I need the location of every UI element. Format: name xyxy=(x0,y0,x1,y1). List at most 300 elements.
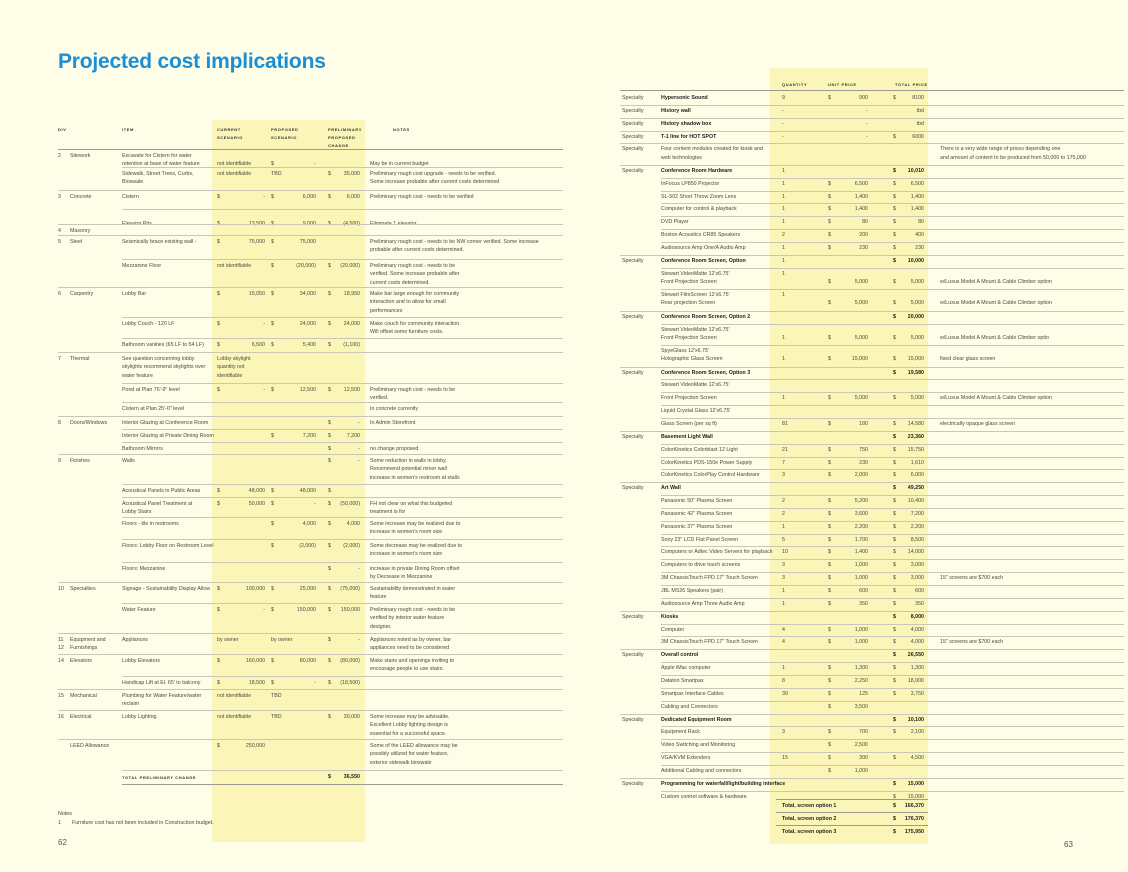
grand-total-value: 176,370 xyxy=(904,815,924,822)
cell-unit-sym: $ xyxy=(828,639,831,646)
row-divider xyxy=(661,739,1124,740)
cell-total-sym: $ xyxy=(893,446,896,453)
cell-total: 5,000 xyxy=(910,278,924,285)
cell-unit-sym: $ xyxy=(828,498,831,505)
cell-notes: Some decrease may be realized due to increase in women's room size xyxy=(370,543,463,558)
cell-total-sym: $ xyxy=(893,133,896,140)
cell-prelim: - xyxy=(358,420,360,426)
cell-div-no: 16 xyxy=(58,714,64,720)
cell-item: Conference Room Screen, Option xyxy=(661,257,746,264)
cell-item: Programming for waterfall/light/building interface xyxy=(661,780,786,787)
cell-total: 6000 xyxy=(912,133,924,140)
row-divider xyxy=(661,203,1124,204)
cell-prelim-sym: $ xyxy=(328,458,331,464)
total-value: 36,550 xyxy=(343,774,360,780)
cell-qty: 2 xyxy=(782,498,785,505)
cell-prelim: 18,950 xyxy=(343,291,360,297)
cell-proposed: 150,000 xyxy=(296,607,316,613)
cell-cat: Specialty xyxy=(622,716,644,723)
row-divider xyxy=(661,726,1124,727)
cell-proposed-sym: $ xyxy=(271,387,274,393)
cell-prelim-sym: $ xyxy=(328,714,331,720)
cell-item: Front Projection Screen xyxy=(661,395,717,402)
cell-unit: 350 xyxy=(859,600,868,607)
cell-total-sym: $ xyxy=(893,433,896,440)
cell-div: Concrete xyxy=(70,194,92,200)
row-divider xyxy=(661,216,1124,217)
cell-prelim: 7,200 xyxy=(346,433,360,439)
cell-notes: Preliminary rough cost - needs to be NW corner verified. Some increase probable after current costs determined. xyxy=(370,239,539,254)
cell-total: 14,580 xyxy=(907,420,924,427)
cell-total-sym: $ xyxy=(893,600,896,607)
cell-unit: 1,000 xyxy=(854,767,868,774)
cell-prelim-sym: $ xyxy=(328,420,331,426)
row-divider xyxy=(122,209,563,210)
cell-current-sym: $ xyxy=(217,586,220,592)
cell-total: 19,580 xyxy=(907,369,924,376)
cell-prelim-sym: $ xyxy=(328,171,331,177)
row-divider xyxy=(122,429,563,430)
cell-qty: 1 xyxy=(782,270,785,277)
cell-div: Doors/Windows xyxy=(70,420,108,426)
row-divider xyxy=(58,287,563,288)
row-divider xyxy=(661,191,1124,192)
cell-unit: 5,000 xyxy=(854,300,868,307)
cell-item: Acoustical Panels in Public Areas xyxy=(122,488,201,494)
total-rule xyxy=(776,799,928,800)
cell-div: Electrical xyxy=(70,714,92,720)
row-divider xyxy=(620,255,1124,256)
grand-total-value: 175,950 xyxy=(904,828,924,835)
cell-cat: Specialty xyxy=(622,613,644,620)
cell-unit: 15,000 xyxy=(851,356,868,363)
cell-notes: 15" screens are $700 each xyxy=(940,575,1004,582)
row-divider xyxy=(122,442,563,443)
cell-prelim: (1,100) xyxy=(343,342,360,348)
cell-proposed-sym: $ xyxy=(271,501,274,507)
row-divider xyxy=(661,508,1124,509)
cell-total: 6,000 xyxy=(910,472,924,479)
cell-total: 8,500 xyxy=(910,536,924,543)
cell-unit-sym: $ xyxy=(828,278,831,285)
cell-cat: Specialty xyxy=(622,120,644,127)
total-rule xyxy=(122,784,563,785)
cell-div-no: 5 xyxy=(58,239,61,245)
cell-cat: Specialty xyxy=(622,95,644,101)
cell-total: 400 xyxy=(915,232,924,239)
row-divider xyxy=(661,534,1124,535)
cell-notes: electrically opaque glass screen xyxy=(940,420,1016,427)
cell-current: - xyxy=(263,321,265,327)
cell-item: DVD Player xyxy=(661,219,689,226)
cell-unit: - xyxy=(866,107,868,114)
cell-prelim-sym: $ xyxy=(328,586,331,592)
cell-unit-sym: $ xyxy=(828,703,831,710)
cell-div: Elevators xyxy=(70,658,93,664)
row-divider xyxy=(58,416,563,417)
cell-unit: 1,000 xyxy=(854,639,868,646)
cell-notes: Preliminary rough cost - needs to be verified by interior water feature designer. xyxy=(370,607,456,630)
total-rule xyxy=(776,812,928,813)
cell-unit: 1,400 xyxy=(854,193,868,200)
cell-unit-sym: $ xyxy=(828,245,831,251)
cell-qty: 1 xyxy=(782,206,785,213)
cell-total: 15,000 xyxy=(907,780,924,787)
cell-notes: Make couch for community interaction. Will offset some furniture costs. xyxy=(370,321,461,336)
cell-item: History shadow box xyxy=(661,120,712,127)
cell-unit-sym: $ xyxy=(828,755,831,762)
cell-prelim-sym: $ xyxy=(328,501,331,507)
cell-proposed: 7,200 xyxy=(302,433,316,439)
cell-item: 3M ChassisTouch FPD 17" Touch Screen xyxy=(661,575,758,582)
cell-item: See question concerning lobby skylights recommend skylights over water feature xyxy=(122,356,206,379)
header-total-price: TOTAL PRICE xyxy=(895,82,928,87)
cell-unit: 3,600 xyxy=(854,510,868,517)
cell-prelim: (20,000) xyxy=(340,263,360,269)
cell-current: 48,000 xyxy=(248,488,265,494)
cell-proposed-sym: $ xyxy=(271,586,274,592)
cell-div: Specialties xyxy=(70,586,96,592)
cell-cat: Specialty xyxy=(622,652,644,659)
cell-total: 1,300 xyxy=(910,665,924,672)
cell-notes: There is a very wide range of prices depending one and amount of content to be produced from 50,000 to 175,000 xyxy=(940,146,1086,161)
cell-item: Cistern xyxy=(122,194,139,200)
cell-total: 49,250 xyxy=(907,485,924,492)
cell-proposed: 25,000 xyxy=(299,586,316,592)
cell-proposed-sym: $ xyxy=(271,521,274,527)
footnote-number: 1 xyxy=(58,820,61,826)
cell-item: Interior Glazing at Conference Room xyxy=(122,420,209,426)
cell-unit-sym: $ xyxy=(828,193,831,200)
total-sym: $ xyxy=(328,774,331,780)
cell-item: Boston Acoustics CR85 Speakers xyxy=(661,232,741,239)
row-divider xyxy=(620,311,1124,312)
row-divider xyxy=(620,118,1124,119)
cell-total: 6,500 xyxy=(910,180,924,187)
cell-qty: 1 xyxy=(782,523,785,530)
row-divider xyxy=(58,224,563,225)
cell-unit-sym: $ xyxy=(828,536,831,543)
cell-item: Interior Glazing at Private Dining Room xyxy=(122,433,214,439)
cell-item: Computers or Adtec Video Servers for playback xyxy=(661,549,773,556)
cell-notes: w/Luxus Model A Mount & Cable Climber optio xyxy=(940,334,1049,341)
cell-item: Art Wall xyxy=(661,485,681,492)
cell-total-sym: $ xyxy=(893,562,896,569)
cell-prelim-sym: $ xyxy=(328,221,331,228)
cell-total-sym: $ xyxy=(893,219,896,226)
cell-unit-sym: $ xyxy=(828,588,831,594)
cell-prelim: (75,000) xyxy=(340,586,360,592)
row-divider xyxy=(58,739,563,740)
total-label: TOTAL PRELIMINARY CHANGE xyxy=(122,775,197,780)
cell-notes: In concrete currently xyxy=(370,406,418,412)
row-divider xyxy=(661,469,1124,470)
cell-unit: 3,500 xyxy=(854,703,868,710)
cell-item: Smartpax Interface Cables xyxy=(661,690,724,697)
row-divider xyxy=(620,165,1124,166)
cell-unit: 1,000 xyxy=(854,562,868,569)
cell-prelim-sym: $ xyxy=(328,291,331,297)
cell-total: 2,100 xyxy=(910,729,924,736)
cell-item: Custom control software & hardware xyxy=(661,793,747,800)
header-quantity: QUANTITY xyxy=(782,82,808,87)
cell-total: 1,610 xyxy=(910,459,924,466)
cell-unit-sym: $ xyxy=(828,677,831,684)
cell-qty: 30 xyxy=(782,690,788,697)
cell-qty: 2 xyxy=(782,510,785,517)
row-divider xyxy=(661,765,1124,766)
cell-item: Computers to drive touch screens xyxy=(661,562,741,569)
cell-qty: - xyxy=(782,107,784,114)
cell-cat: Specialty xyxy=(622,433,644,440)
cell-unit-sym: $ xyxy=(828,300,831,307)
cell-total-sym: $ xyxy=(893,498,896,505)
row-divider xyxy=(661,229,1124,230)
cell-div-no: 6 xyxy=(58,291,61,297)
row-divider xyxy=(620,431,1124,432)
cell-total: 18,000 xyxy=(907,677,924,684)
cell-prelim: - xyxy=(358,566,360,572)
cell-unit-sym: $ xyxy=(828,356,831,363)
row-divider xyxy=(661,495,1124,496)
cell-prelim: 150,000 xyxy=(340,607,360,613)
header-notes: NOTES xyxy=(393,127,410,132)
cell-item: Floors: Mezzanine xyxy=(122,566,166,572)
row-divider xyxy=(661,598,1124,599)
cell-item: Conference Room Hardware xyxy=(661,167,733,174)
cell-unit: 1,000 xyxy=(854,575,868,582)
cell-prelim-sym: $ xyxy=(328,263,331,269)
cell-cat: Specialty xyxy=(622,369,644,376)
cell-qty: 1 xyxy=(782,257,785,264)
cell-total: 14,000 xyxy=(907,549,924,556)
cell-qty: 2 xyxy=(782,232,785,239)
cell-div-no: 2 xyxy=(58,153,61,159)
cell-current: 75,000 xyxy=(248,239,265,245)
row-divider xyxy=(620,714,1124,715)
cell-total: 1,400 xyxy=(910,193,924,200)
cell-proposed: 12,500 xyxy=(299,387,316,393)
cell-unit-sym: $ xyxy=(828,562,831,569)
cell-current-sym: $ xyxy=(217,607,220,613)
header-unit-price: UNIT PRICE xyxy=(828,82,857,87)
cell-total-sym: $ xyxy=(893,459,896,466)
cell-unit: 1,400 xyxy=(854,206,868,213)
cell-div-no: 15 xyxy=(58,693,64,699)
cell-qty: - xyxy=(782,133,784,140)
cell-current: 18,500 xyxy=(248,680,265,686)
cell-item: ColorKinetics PDS-150e Power Supply xyxy=(661,459,753,466)
header-current xyxy=(217,126,243,142)
cell-total: 5,000 xyxy=(910,334,924,341)
row-divider xyxy=(661,624,1124,625)
cell-item: Lobby Elevators xyxy=(122,658,160,664)
cell-total: 1,400 xyxy=(910,206,924,213)
cell-item: Panasonic 50" Plasma Screen xyxy=(661,498,733,505)
cell-prelim-sym: $ xyxy=(328,680,331,686)
cell-total-sym: $ xyxy=(893,729,896,736)
row-divider xyxy=(661,268,1124,269)
cell-notes: Preliminary rough cost - needs to be verified xyxy=(370,194,474,200)
cell-notes: Eliminate 1 elevator xyxy=(370,221,417,228)
row-divider xyxy=(122,497,563,498)
cell-item: Lobby Lighting xyxy=(122,714,157,720)
cell-item: Floors - tile in restrooms xyxy=(122,521,179,527)
cell-cat: Specialty xyxy=(622,107,644,114)
cell-item: Computer for control & playback xyxy=(661,206,737,213)
cell-total-sym: $ xyxy=(893,510,896,517)
cell-proposed-sym: TBD xyxy=(271,693,282,699)
cell-total: 7,200 xyxy=(910,510,924,517)
cell-unit: 2,000 xyxy=(854,472,868,479)
row-divider xyxy=(661,324,1124,325)
row-divider xyxy=(58,454,563,455)
cell-qty: 4 xyxy=(782,626,785,633)
total-rule xyxy=(776,825,928,826)
cell-unit-sym: $ xyxy=(828,446,831,453)
cell-total-sym: $ xyxy=(893,613,896,620)
cell-total-sym: $ xyxy=(893,549,896,556)
row-divider xyxy=(58,710,563,711)
cell-total-sym: $ xyxy=(893,716,896,723)
cell-item: ColorKinetics Colorblast 12 Light xyxy=(661,446,738,453)
cell-proposed-sym: $ xyxy=(271,658,274,664)
cell-item: Handicap Lift at El. 65' to balcony xyxy=(122,680,201,686)
cell-unit: 230 xyxy=(859,459,868,466)
cell-unit: 600 xyxy=(859,588,868,594)
cell-total-sym: $ xyxy=(893,485,896,492)
cell-proposed: 6,000 xyxy=(302,194,316,200)
cell-unit: 1,400 xyxy=(854,549,868,556)
cell-notes: Make stairs and openings inviting to encourage people to use stairs. xyxy=(370,658,455,673)
cell-cat: Specialty xyxy=(622,313,644,320)
cell-unit: 5,000 xyxy=(854,278,868,285)
cell-unit: 5,000 xyxy=(854,334,868,341)
cell-item: Glass Screen (per sq ft) xyxy=(661,420,717,427)
cell-unit-sym: $ xyxy=(828,729,831,736)
cell-cat: Specialty xyxy=(622,146,644,153)
cell-prelim: 12,500 xyxy=(343,387,360,393)
cell-total: 23,360 xyxy=(907,433,924,440)
cell-proposed: 80,000 xyxy=(299,658,316,664)
cell-total: 5,000 xyxy=(910,395,924,402)
cell-item: Bathroom Mirrors xyxy=(122,446,163,452)
row-divider xyxy=(122,770,563,771)
cell-proposed: (2,000) xyxy=(299,543,316,549)
cell-total: 10,000 xyxy=(907,257,924,264)
cell-prelim: 30,000 xyxy=(343,714,360,720)
cell-item: T-1 line for HOT SPOT xyxy=(661,133,717,140)
grand-total-label: Total, screen option 3 xyxy=(782,828,837,835)
cell-total: tbd xyxy=(916,107,924,114)
cell-current: 250,000 xyxy=(245,743,265,749)
row-divider xyxy=(661,418,1124,419)
row-divider xyxy=(122,167,563,168)
row-divider xyxy=(661,688,1124,689)
row-divider xyxy=(122,539,563,540)
row-divider xyxy=(661,585,1124,586)
cell-total-sym: $ xyxy=(893,639,896,646)
cell-item: Mezzanine Floor xyxy=(122,263,162,269)
cell-current-sym: $ xyxy=(217,488,220,494)
cell-item: Water Feature xyxy=(122,607,156,613)
page-number-right: 63 xyxy=(1064,840,1073,849)
cell-div-no: 4 xyxy=(58,228,61,234)
cell-proposed-sym: $ xyxy=(271,291,274,297)
cell-total-sym: $ xyxy=(893,652,896,659)
cell-item: Apple iMac computer xyxy=(661,665,711,672)
cell-item: Hypersonic Sound xyxy=(661,95,708,101)
cell-unit-sym: $ xyxy=(828,600,831,607)
cell-prelim: (50,000) xyxy=(340,501,360,507)
row-divider xyxy=(122,562,563,563)
cell-current-sym: $ xyxy=(217,321,220,327)
cell-notes: Sustainability demonstrated in water feature xyxy=(370,586,456,601)
cell-item: VGA/KVM Extenders xyxy=(661,755,711,762)
cell-prelim: 4,000 xyxy=(346,521,360,527)
cell-unit-sym: $ xyxy=(828,665,831,672)
cell-proposed-sym: $ xyxy=(271,607,274,613)
cell-prelim-sym: $ xyxy=(328,658,331,664)
cell-proposed-sym: TBD xyxy=(271,714,282,720)
cell-div: Masonry xyxy=(70,228,91,234)
cell-notes: Some increase may be realized due to increase in women's room size xyxy=(370,521,461,536)
row-divider xyxy=(122,676,563,677)
cell-prelim: 35,000 xyxy=(343,171,360,177)
cell-current-sym: $ xyxy=(217,342,220,348)
cell-item: Stewart VideoMatte 12'x6.75' xyxy=(661,382,730,389)
cell-unit: 6,500 xyxy=(854,180,868,187)
cell-total-sym: $ xyxy=(893,626,896,633)
cell-prelim: (4,500) xyxy=(343,221,360,228)
header-current-line: SCENARIO xyxy=(217,135,243,140)
cell-prelim-sym: $ xyxy=(328,637,331,643)
cell-item: Seismically brace existing wall - xyxy=(122,239,197,245)
row-divider xyxy=(58,582,563,583)
cell-total: 2,200 xyxy=(910,523,924,530)
row-divider xyxy=(122,484,563,485)
row-divider xyxy=(58,654,563,655)
cell-item: Stewart VideoMatte 12'x6.75' Front Projection Screen xyxy=(661,326,730,341)
cell-proposed-sym: $ xyxy=(271,263,274,269)
row-divider xyxy=(661,662,1124,663)
cell-div: Thermal xyxy=(70,356,90,362)
row-divider xyxy=(661,444,1124,445)
grand-total-label: Total, screen option 1 xyxy=(782,803,837,809)
row-divider xyxy=(661,457,1124,458)
cell-item: Sidewalk, Street Trees, Curbs, Bioswale xyxy=(122,171,194,186)
cell-total: 15,750 xyxy=(907,446,924,453)
cell-item: Dataton Smartpax xyxy=(661,677,704,684)
cell-prelim-sym: $ xyxy=(328,566,331,572)
cell-item: Audiosource Amp Three Audio Amp xyxy=(661,600,745,607)
row-divider xyxy=(58,689,563,690)
cell-proposed-sym: $ xyxy=(271,488,274,494)
cell-item: Acoustical Panel Treatment at Lobby Stairs xyxy=(122,501,193,516)
header-prelim-line: PRELIMINARY xyxy=(328,127,363,132)
cell-total-sym: $ xyxy=(893,232,896,239)
cell-notes: Appliances noted as by owner, bar appliances need to be considered xyxy=(370,637,451,652)
cell-div-no: 3 xyxy=(58,194,61,200)
cell-total: 10,400 xyxy=(907,498,924,505)
row-divider xyxy=(661,521,1124,522)
page-number-left: 62 xyxy=(58,838,67,847)
cell-total-sym: $ xyxy=(893,180,896,187)
row-divider xyxy=(661,636,1124,637)
cell-qty: 3 xyxy=(782,562,785,569)
row-divider xyxy=(661,405,1124,406)
cell-item: Appliances xyxy=(122,637,148,643)
